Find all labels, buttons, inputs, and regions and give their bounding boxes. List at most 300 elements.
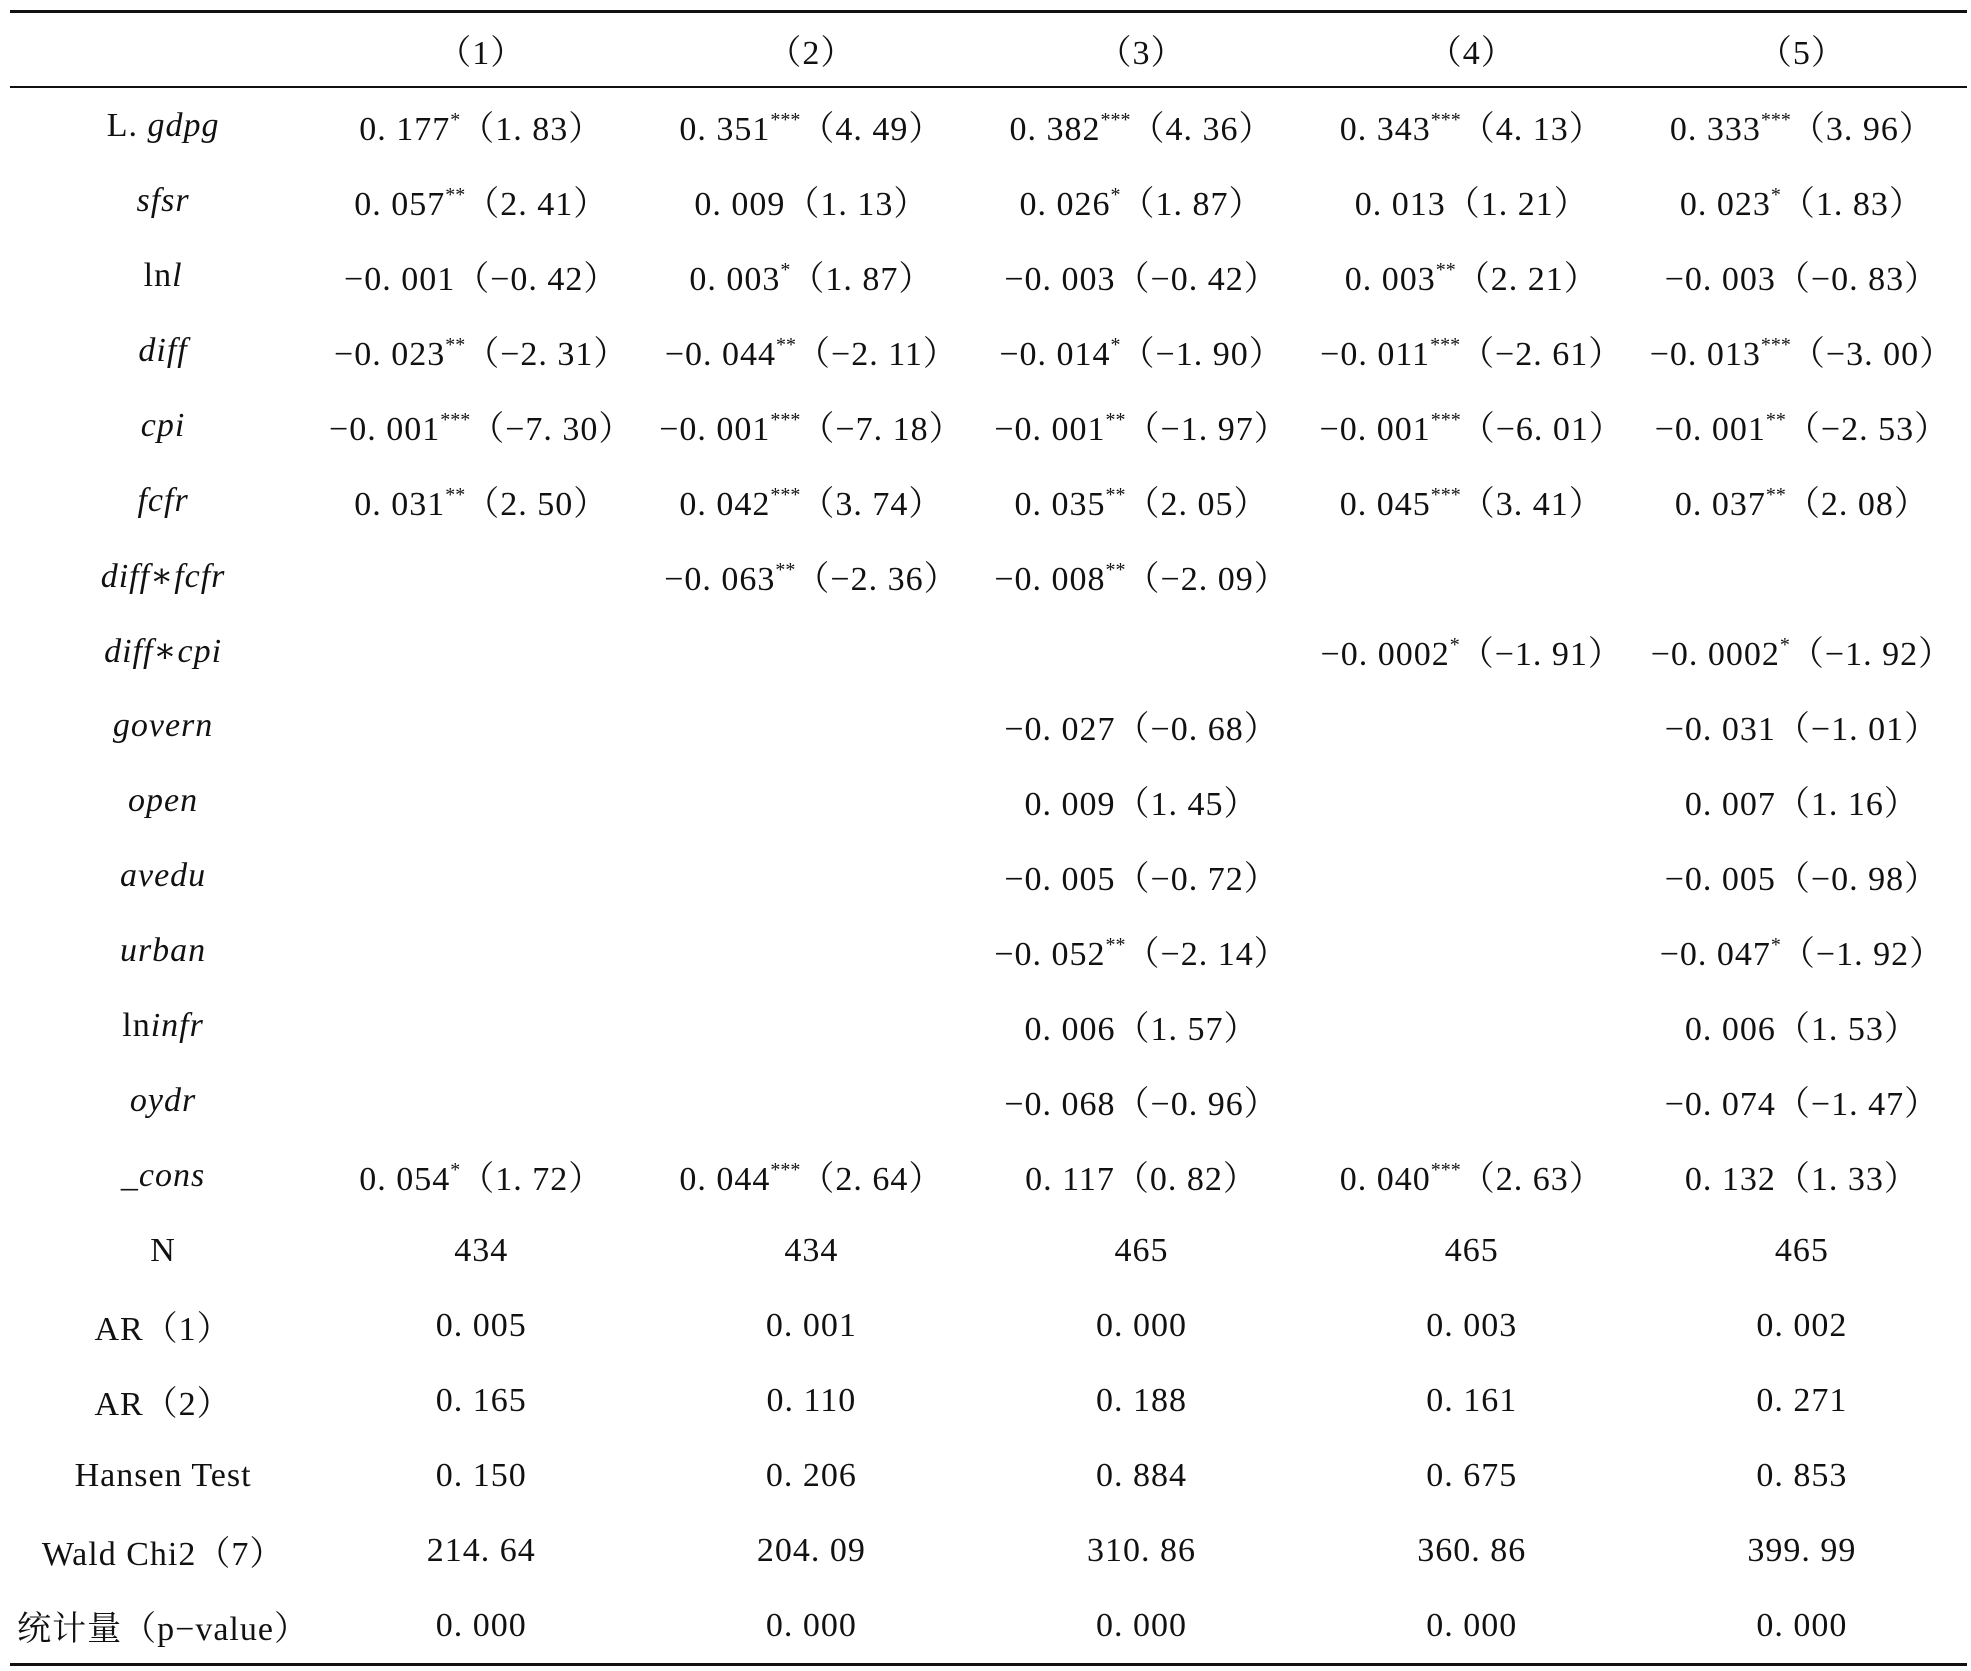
coefficient-value: −0. 001 [344, 261, 456, 298]
coefficient-value: −0. 0002 [1320, 636, 1450, 673]
table-cell [976, 688, 1306, 763]
table-cell [646, 87, 976, 163]
coefficient-value: 0. 000 [1096, 1606, 1188, 1644]
row-variable-label [10, 988, 316, 1063]
coefficient-value: 0. 117 [1025, 1161, 1115, 1198]
significance-stars: ** [1105, 484, 1126, 506]
coefficient-value: 214. 64 [426, 1531, 536, 1569]
table-cell [1307, 313, 1637, 388]
significance-stars: *** [770, 484, 801, 506]
t-statistic: （1. 87） [790, 261, 934, 298]
t-statistic: （−2. 09） [1125, 561, 1289, 598]
table-cell [1307, 763, 1637, 838]
t-statistic: （−2. 11） [796, 336, 958, 373]
t-statistic: （−1. 92） [1789, 636, 1954, 673]
table-row [10, 1513, 1967, 1588]
coefficient-value: 0. 675 [1426, 1456, 1518, 1494]
variable-label-part: ∗ [150, 557, 175, 595]
table-cell [1637, 538, 1967, 613]
table-cell [1307, 1213, 1637, 1288]
significance-stars: * [450, 109, 461, 131]
coefficient-value: 0. 035 [1014, 486, 1106, 523]
table-cell [976, 388, 1306, 463]
table-row [10, 463, 1967, 538]
t-statistic: （−2. 53） [1785, 411, 1950, 448]
table-cell [1307, 838, 1637, 913]
coefficient-value: −0. 001 [1319, 411, 1431, 448]
table-cell [646, 613, 976, 688]
t-statistic: （−0. 72） [1115, 861, 1279, 898]
table-cell [976, 87, 1306, 163]
row-variable-label [10, 1288, 316, 1363]
coefficient-value: 434 [784, 1231, 839, 1269]
coefficient-value: −0. 063 [664, 561, 776, 598]
table-cell [1637, 763, 1967, 838]
table-cell [646, 1063, 976, 1138]
table-cell [316, 1363, 646, 1438]
t-statistic: （−7. 30） [470, 411, 634, 448]
t-statistic: （−1. 97） [1125, 411, 1289, 448]
table-cell [316, 1513, 646, 1588]
variable-label-part: Wald Chi2（7） [41, 1536, 285, 1573]
coefficient-value: 0. 150 [435, 1456, 527, 1494]
table-cell [316, 238, 646, 313]
coefficient-value: −0. 044 [664, 336, 777, 373]
t-statistic: （1. 13） [785, 186, 929, 223]
table-row [10, 688, 1967, 763]
significance-stars: *** [770, 1159, 801, 1181]
significance-stars: *** [1430, 484, 1461, 506]
table-cell [1637, 238, 1967, 313]
table-cell [316, 913, 646, 988]
t-statistic: （3. 74） [800, 486, 944, 523]
coefficient-value: 0. 000 [435, 1606, 527, 1644]
table-cell [1637, 163, 1967, 238]
significance-stars: * [1770, 934, 1781, 956]
row-variable-label [10, 163, 316, 238]
row-variable-label [10, 838, 316, 913]
t-statistic: （4. 49） [800, 111, 944, 148]
table-cell [976, 1438, 1306, 1513]
table-cell [976, 1213, 1306, 1288]
table-cell [316, 613, 646, 688]
t-statistic: （1. 72） [460, 1161, 604, 1198]
t-statistic: （1. 83） [1780, 186, 1924, 223]
table-body [10, 87, 1967, 1665]
coefficient-value: −0. 031 [1664, 711, 1776, 748]
table-cell [976, 463, 1306, 538]
significance-stars: ** [445, 484, 466, 506]
coefficient-value: −0. 0002 [1650, 636, 1780, 673]
row-variable-label [10, 1513, 316, 1588]
t-statistic: （−0. 42） [455, 261, 619, 298]
table-cell [316, 763, 646, 838]
coefficient-value: −0. 052 [994, 936, 1106, 973]
coefficient-value: 434 [454, 1231, 509, 1269]
variable-label-part: AR（1） [94, 1311, 232, 1348]
table-row [10, 163, 1967, 238]
coefficient-value: 0. 351 [679, 111, 771, 148]
table-cell [1307, 1363, 1637, 1438]
coefficient-value: 0. 007 [1684, 786, 1776, 823]
coefficient-value: 0. 177 [359, 111, 451, 148]
coefficient-value: 0. 013 [1354, 186, 1446, 223]
table-row [10, 988, 1967, 1063]
coefficient-value: 0. 001 [765, 1306, 857, 1344]
t-statistic: （−0. 68） [1115, 711, 1279, 748]
coefficient-value: 0. 188 [1096, 1381, 1188, 1419]
significance-stars: *** [1760, 334, 1791, 356]
t-statistic: （2. 05） [1125, 486, 1269, 523]
significance-stars: ** [445, 184, 466, 206]
significance-stars: ** [1105, 934, 1126, 956]
coefficient-value: −0. 001 [994, 411, 1106, 448]
variable-label-part: infr [150, 1006, 204, 1044]
coefficient-value: 204. 09 [756, 1531, 866, 1569]
coefficient-value: 0. 006 [1024, 1011, 1116, 1048]
table-cell [976, 913, 1306, 988]
coefficient-value: −0. 011 [1320, 336, 1431, 373]
table-row [10, 313, 1967, 388]
coefficient-value: 465 [1774, 1231, 1829, 1269]
coefficient-value: 0. 006 [1684, 1011, 1776, 1048]
t-statistic: （−1. 91） [1459, 636, 1623, 673]
table-cell [316, 688, 646, 763]
variable-label-part: diff [104, 632, 154, 670]
t-statistic: （2. 08） [1785, 486, 1929, 523]
row-variable-label [10, 763, 316, 838]
significance-stars: *** [770, 409, 801, 431]
table-cell [1307, 1588, 1637, 1665]
row-variable-label [10, 1213, 316, 1288]
header-col-1: （1） [437, 35, 526, 72]
coefficient-value: 0. 009 [1024, 786, 1116, 823]
coefficient-value: 0. 853 [1756, 1456, 1848, 1494]
coefficient-value: −0. 003 [1664, 261, 1776, 298]
table-cell [646, 1213, 976, 1288]
table-cell [1307, 1288, 1637, 1363]
header-col-2: （2） [767, 35, 856, 72]
t-statistic: （−3. 00） [1790, 336, 1955, 373]
t-statistic: （−0. 83） [1775, 261, 1940, 298]
significance-stars: *** [1430, 409, 1461, 431]
table-cell [1307, 1138, 1637, 1213]
table-cell [646, 163, 976, 238]
variable-label-part: cpi [177, 632, 223, 670]
significance-stars: ** [1105, 559, 1126, 581]
t-statistic: （3. 41） [1460, 486, 1604, 523]
table-cell [646, 763, 976, 838]
coefficient-value: −0. 001 [329, 411, 441, 448]
significance-stars: * [1110, 334, 1121, 356]
coefficient-value: 0. 161 [1426, 1381, 1518, 1419]
table-row [10, 1363, 1967, 1438]
table-cell [316, 538, 646, 613]
coefficient-value: 0. 057 [354, 186, 446, 223]
table-cell [1307, 913, 1637, 988]
coefficient-value: −0. 005 [1664, 861, 1776, 898]
table-cell [646, 688, 976, 763]
table-row [10, 1138, 1967, 1213]
table-cell [976, 1588, 1306, 1665]
table-cell [316, 163, 646, 238]
coefficient-value: −0. 013 [1649, 336, 1761, 373]
coefficient-value: 0. 037 [1674, 486, 1766, 523]
table-cell [1307, 463, 1637, 538]
coefficient-value: 0. 026 [1019, 186, 1111, 223]
table-row [10, 763, 1967, 838]
table-cell [976, 238, 1306, 313]
variable-label-part: diff [138, 331, 188, 369]
table-row [10, 913, 1967, 988]
coefficient-value: 0. 003 [1426, 1306, 1518, 1344]
table-cell [646, 388, 976, 463]
variable-label-part: diff [100, 557, 151, 595]
coefficient-value: −0. 014 [999, 336, 1111, 373]
coefficient-value: −0. 068 [1004, 1086, 1116, 1123]
coefficient-value: 0. 165 [435, 1381, 527, 1419]
table-cell [1637, 1363, 1967, 1438]
table-cell [1307, 1438, 1637, 1513]
t-statistic: （−0. 96） [1115, 1086, 1279, 1123]
table-cell [1307, 988, 1637, 1063]
significance-stars: ** [775, 559, 796, 581]
table-row [10, 1063, 1967, 1138]
variable-label-part: N [150, 1231, 176, 1269]
coefficient-value: 0. 382 [1009, 111, 1101, 148]
table-cell [316, 388, 646, 463]
row-variable-label [10, 313, 316, 388]
table-cell [646, 313, 976, 388]
variable-label-part: AR（2） [94, 1386, 232, 1423]
t-statistic: （2. 41） [465, 186, 609, 223]
significance-stars: ** [445, 334, 466, 356]
table-cell [976, 1513, 1306, 1588]
row-variable-label [10, 1063, 316, 1138]
table-row [10, 1288, 1967, 1363]
variable-label-part: Hansen Test [74, 1456, 252, 1494]
table-cell [976, 1288, 1306, 1363]
table-cell [316, 838, 646, 913]
table-cell [316, 1213, 646, 1288]
t-statistic: （2. 64） [800, 1161, 944, 1198]
significance-stars: * [450, 1159, 461, 1181]
coefficient-value: 0. 271 [1756, 1381, 1848, 1419]
significance-stars: ** [1105, 409, 1126, 431]
table-cell [976, 538, 1306, 613]
table-cell [976, 1063, 1306, 1138]
t-statistic: （−1. 01） [1775, 711, 1940, 748]
coefficient-value: −0. 005 [1004, 861, 1116, 898]
regression-table [10, 10, 1967, 1666]
t-statistic: （1. 87） [1120, 186, 1264, 223]
table-header [10, 12, 1967, 88]
table-cell [976, 1363, 1306, 1438]
significance-stars: * [1110, 184, 1121, 206]
significance-stars: *** [1430, 109, 1461, 131]
table-cell [646, 1363, 976, 1438]
coefficient-value: 0. 005 [435, 1306, 527, 1344]
significance-stars: *** [1430, 1159, 1461, 1181]
variable-label-part: oydr [129, 1081, 197, 1119]
significance-stars: * [1449, 634, 1460, 656]
table-cell [646, 1513, 976, 1588]
table-cell [976, 313, 1306, 388]
t-statistic: （1. 21） [1445, 186, 1589, 223]
coefficient-value: 0. 031 [354, 486, 446, 523]
significance-stars: *** [1760, 109, 1791, 131]
table-cell [976, 163, 1306, 238]
t-statistic: （1. 45） [1115, 786, 1259, 823]
significance-stars: * [1779, 634, 1790, 656]
coefficient-value: 0. 045 [1339, 486, 1431, 523]
coefficient-value: 0. 206 [765, 1456, 857, 1494]
coefficient-value: 0. 003 [1344, 261, 1436, 298]
table-row [10, 1438, 1967, 1513]
table-cell [1637, 613, 1967, 688]
coefficient-value: 0. 000 [1426, 1606, 1518, 1644]
table-cell [316, 313, 646, 388]
row-variable-label [10, 388, 316, 463]
significance-stars: *** [1100, 109, 1131, 131]
table-cell [1637, 688, 1967, 763]
table-cell [316, 1438, 646, 1513]
table-cell [1307, 87, 1637, 163]
t-statistic: （1. 53） [1775, 1011, 1919, 1048]
significance-stars: ** [1765, 409, 1786, 431]
row-variable-label [10, 1138, 316, 1213]
coefficient-value: −0. 001 [1654, 411, 1766, 448]
table-cell [1637, 1138, 1967, 1213]
table-cell [646, 463, 976, 538]
row-variable-label [10, 1438, 316, 1513]
coefficient-value: 0. 333 [1669, 111, 1761, 148]
table-cell [1637, 1063, 1967, 1138]
t-statistic: （4. 36） [1130, 111, 1274, 148]
table-cell [646, 538, 976, 613]
variable-label-part: cpi [140, 406, 186, 444]
table-cell [1637, 913, 1967, 988]
table-cell [1637, 1513, 1967, 1588]
t-statistic: （−2. 14） [1125, 936, 1289, 973]
coefficient-value: 0. 000 [1756, 1606, 1848, 1644]
table-cell [1307, 388, 1637, 463]
row-variable-label [10, 1363, 316, 1438]
variable-label-part: fcfr [174, 557, 226, 595]
coefficient-value: 0. 040 [1339, 1161, 1431, 1198]
t-statistic: （−2. 36） [795, 561, 959, 598]
row-variable-label [10, 87, 316, 163]
significance-stars: *** [770, 109, 801, 131]
table-cell [1307, 1513, 1637, 1588]
table-row [10, 1213, 1967, 1288]
table-row [10, 538, 1967, 613]
table-row [10, 838, 1967, 913]
variable-label-part: ln [143, 256, 173, 294]
row-variable-label [10, 538, 316, 613]
table-cell [1637, 388, 1967, 463]
t-statistic: （2. 50） [465, 486, 609, 523]
variable-label-part: 统计量（p−value） [17, 1611, 309, 1648]
coefficient-value: 0. 002 [1756, 1306, 1848, 1344]
t-statistic: （−1. 90） [1120, 336, 1284, 373]
coefficient-value: 399. 99 [1747, 1531, 1857, 1569]
variable-label-part: fcfr [137, 481, 189, 519]
table-cell [1307, 1063, 1637, 1138]
coefficient-value: 360. 86 [1417, 1531, 1527, 1569]
table-cell [1307, 538, 1637, 613]
table-row [10, 388, 1967, 463]
table-cell [646, 838, 976, 913]
t-statistic: （2. 21） [1455, 261, 1599, 298]
header-row [10, 12, 1967, 88]
coefficient-value: 465 [1444, 1231, 1499, 1269]
t-statistic: （1. 33） [1775, 1161, 1919, 1198]
table-cell [646, 1288, 976, 1363]
header-col-5: （5） [1757, 35, 1846, 72]
row-variable-label [10, 913, 316, 988]
significance-stars: *** [1430, 334, 1461, 356]
variable-label-part: gdpg [147, 106, 220, 144]
t-statistic: （−7. 18） [800, 411, 964, 448]
variable-label-part: avedu [119, 856, 207, 894]
table-cell [1307, 688, 1637, 763]
table-cell [1637, 87, 1967, 163]
table-cell [1637, 988, 1967, 1063]
t-statistic: （−6. 01） [1460, 411, 1624, 448]
table-cell [1637, 1288, 1967, 1363]
header-blank [10, 12, 316, 88]
table-cell [646, 1588, 976, 1665]
variable-label-part: ln [122, 1006, 151, 1044]
coefficient-value: −0. 003 [1004, 261, 1116, 298]
coefficient-value: 0. 054 [359, 1161, 451, 1198]
table-cell [646, 238, 976, 313]
t-statistic: （−0. 98） [1775, 861, 1940, 898]
variable-label-part: urban [119, 931, 207, 969]
table-cell [646, 1438, 976, 1513]
table-cell [1637, 313, 1967, 388]
table-cell [316, 1288, 646, 1363]
variable-label-part: govern [112, 706, 214, 744]
table-row [10, 87, 1967, 163]
coefficient-value: 0. 343 [1339, 111, 1431, 148]
t-statistic: （−2. 61） [1460, 336, 1624, 373]
table-cell [1637, 463, 1967, 538]
table-cell [1307, 613, 1637, 688]
t-statistic: （1. 57） [1115, 1011, 1259, 1048]
coefficient-value: 0. 110 [766, 1381, 857, 1419]
row-variable-label [10, 463, 316, 538]
table-cell [1307, 163, 1637, 238]
variable-label-part: ∗ [153, 632, 178, 670]
table-cell [976, 988, 1306, 1063]
significance-stars: *** [440, 409, 471, 431]
significance-stars: ** [1435, 259, 1456, 281]
variable-label-part: _cons [120, 1156, 206, 1194]
table-cell [976, 613, 1306, 688]
t-statistic: （−0. 42） [1115, 261, 1279, 298]
table-cell [976, 763, 1306, 838]
table-row [10, 238, 1967, 313]
variable-label-part: L. [106, 106, 148, 144]
coefficient-value: 0. 044 [679, 1161, 771, 1198]
coefficient-value: 0. 000 [1096, 1306, 1188, 1344]
table-cell [316, 87, 646, 163]
row-variable-label [10, 613, 316, 688]
table-cell [646, 913, 976, 988]
t-statistic: （−1. 47） [1775, 1086, 1940, 1123]
